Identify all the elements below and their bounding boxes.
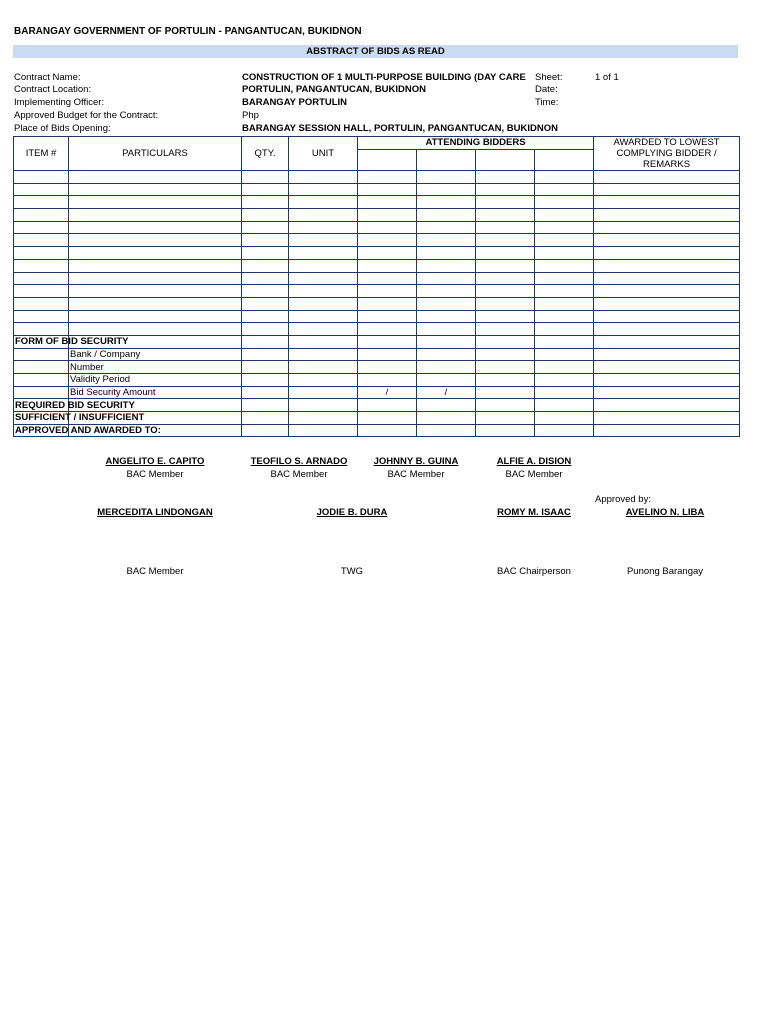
signatory <box>585 507 745 518</box>
approved-awarded-label: APPROVED AND AWARDED TO: <box>15 425 161 437</box>
signatory-role: BAC Member <box>270 469 328 480</box>
approved-by-label: Approved by: <box>595 494 651 505</box>
signatory-name: JOHNNY B. GUINA <box>373 456 459 467</box>
time-label: Time: <box>535 97 559 108</box>
table-row <box>14 399 740 412</box>
table-row <box>14 272 740 285</box>
validity-period-label: Validity Period <box>69 374 242 387</box>
signatory-name: ALFIE A. DISION <box>496 456 572 467</box>
table-row <box>14 361 740 374</box>
header-qty: QTY. <box>242 137 289 171</box>
signatory-role: BAC Member <box>505 469 563 480</box>
number-label: Number <box>69 361 242 374</box>
header-unit: UNIT <box>289 137 358 171</box>
contract-location-label: Contract Location: <box>14 84 92 95</box>
place-label: Place of Bids Opening: <box>14 123 111 134</box>
table-row <box>14 374 740 387</box>
place-value: BARANGAY SESSION HALL, PORTULIN, PANGANTUCAN, BUKIDNON <box>242 123 558 134</box>
table-row <box>14 183 740 196</box>
form-bid-security-label: FORM OF BID SECURITY <box>15 336 129 348</box>
slash-mark: / <box>417 386 476 399</box>
date-label: Date: <box>535 84 558 95</box>
contract-location-value: PORTULIN, PANGANTUCAN, BUKIDNON <box>242 84 427 95</box>
signatory-name: MERCEDITA LINDONGAN <box>97 507 213 518</box>
sheet-label: Sheet: <box>535 72 563 83</box>
table-row <box>14 335 740 348</box>
table-row <box>14 310 740 323</box>
required-bid-security-label: REQUIRED BID SECURITY <box>15 399 135 411</box>
header-attending-bidders: ATTENDING BIDDERS <box>358 137 594 150</box>
table-row <box>14 386 740 399</box>
signatory <box>454 456 614 467</box>
signatory-role: BAC Chairperson <box>497 566 571 577</box>
sheet-value: 1 of 1 <box>595 72 619 83</box>
header-item: ITEM # <box>14 137 69 171</box>
table-row <box>14 209 740 222</box>
header-particulars: PARTICULARS <box>69 137 242 171</box>
signatory-role: BAC Member <box>126 566 184 577</box>
implementing-officer-label: Implementing Officer: <box>14 97 105 108</box>
table-row <box>14 171 740 184</box>
approved-budget-value: Php <box>242 110 259 121</box>
document-title: ABSTRACT OF BIDS AS READ <box>13 45 738 58</box>
bank-company-label: Bank / Company <box>69 348 242 361</box>
slash-mark: / <box>358 386 417 399</box>
signatory-name: ROMY M. ISAAC <box>497 507 571 518</box>
contract-name-label: Contract Name: <box>14 72 81 83</box>
signatory-name: AVELINO N. LIBA <box>625 507 705 518</box>
table-row <box>14 348 740 361</box>
header-awarded: AWARDED TO LOWEST COMPLYING BIDDER / REMARKS <box>594 137 740 171</box>
bids-table <box>13 136 740 437</box>
table-row <box>14 323 740 336</box>
table-row <box>14 285 740 298</box>
table-row <box>14 259 740 272</box>
signatory <box>75 456 235 467</box>
signatory-name: JODIE B. DURA <box>316 507 388 518</box>
table-row <box>14 412 740 425</box>
organization-title: BARANGAY GOVERNMENT OF PORTULIN - PANGANTUCAN, BUKIDNON <box>14 26 362 37</box>
implementing-officer-value: BARANGAY PORTULIN <box>242 97 348 108</box>
signatory-name: TEOFILO S. ARNADO <box>250 456 348 467</box>
bid-security-amount-label: Bid Security Amount <box>69 386 242 399</box>
approved-budget-label: Approved Budget for the Contract: <box>14 110 159 121</box>
table-row <box>14 234 740 247</box>
table-row <box>14 297 740 310</box>
contract-name-value: CONSTRUCTION OF 1 MULTI-PURPOSE BUILDING (DAY CARE <box>242 72 526 83</box>
table-row <box>14 196 740 209</box>
table-row <box>14 247 740 260</box>
signatory-name: ANGELITO E. CAPITO <box>105 456 205 467</box>
signatory <box>75 507 235 518</box>
signatory-role: Punong Barangay <box>626 566 704 577</box>
signatory-role: TWG <box>340 566 364 577</box>
signatory-role: BAC Member <box>126 469 184 480</box>
table-row <box>14 424 740 437</box>
sufficient-label: SUFFICIENT / INSUFFICIENT <box>15 412 145 424</box>
signatory <box>272 507 432 518</box>
signatory-role: BAC Member <box>387 469 445 480</box>
table-row <box>14 221 740 234</box>
